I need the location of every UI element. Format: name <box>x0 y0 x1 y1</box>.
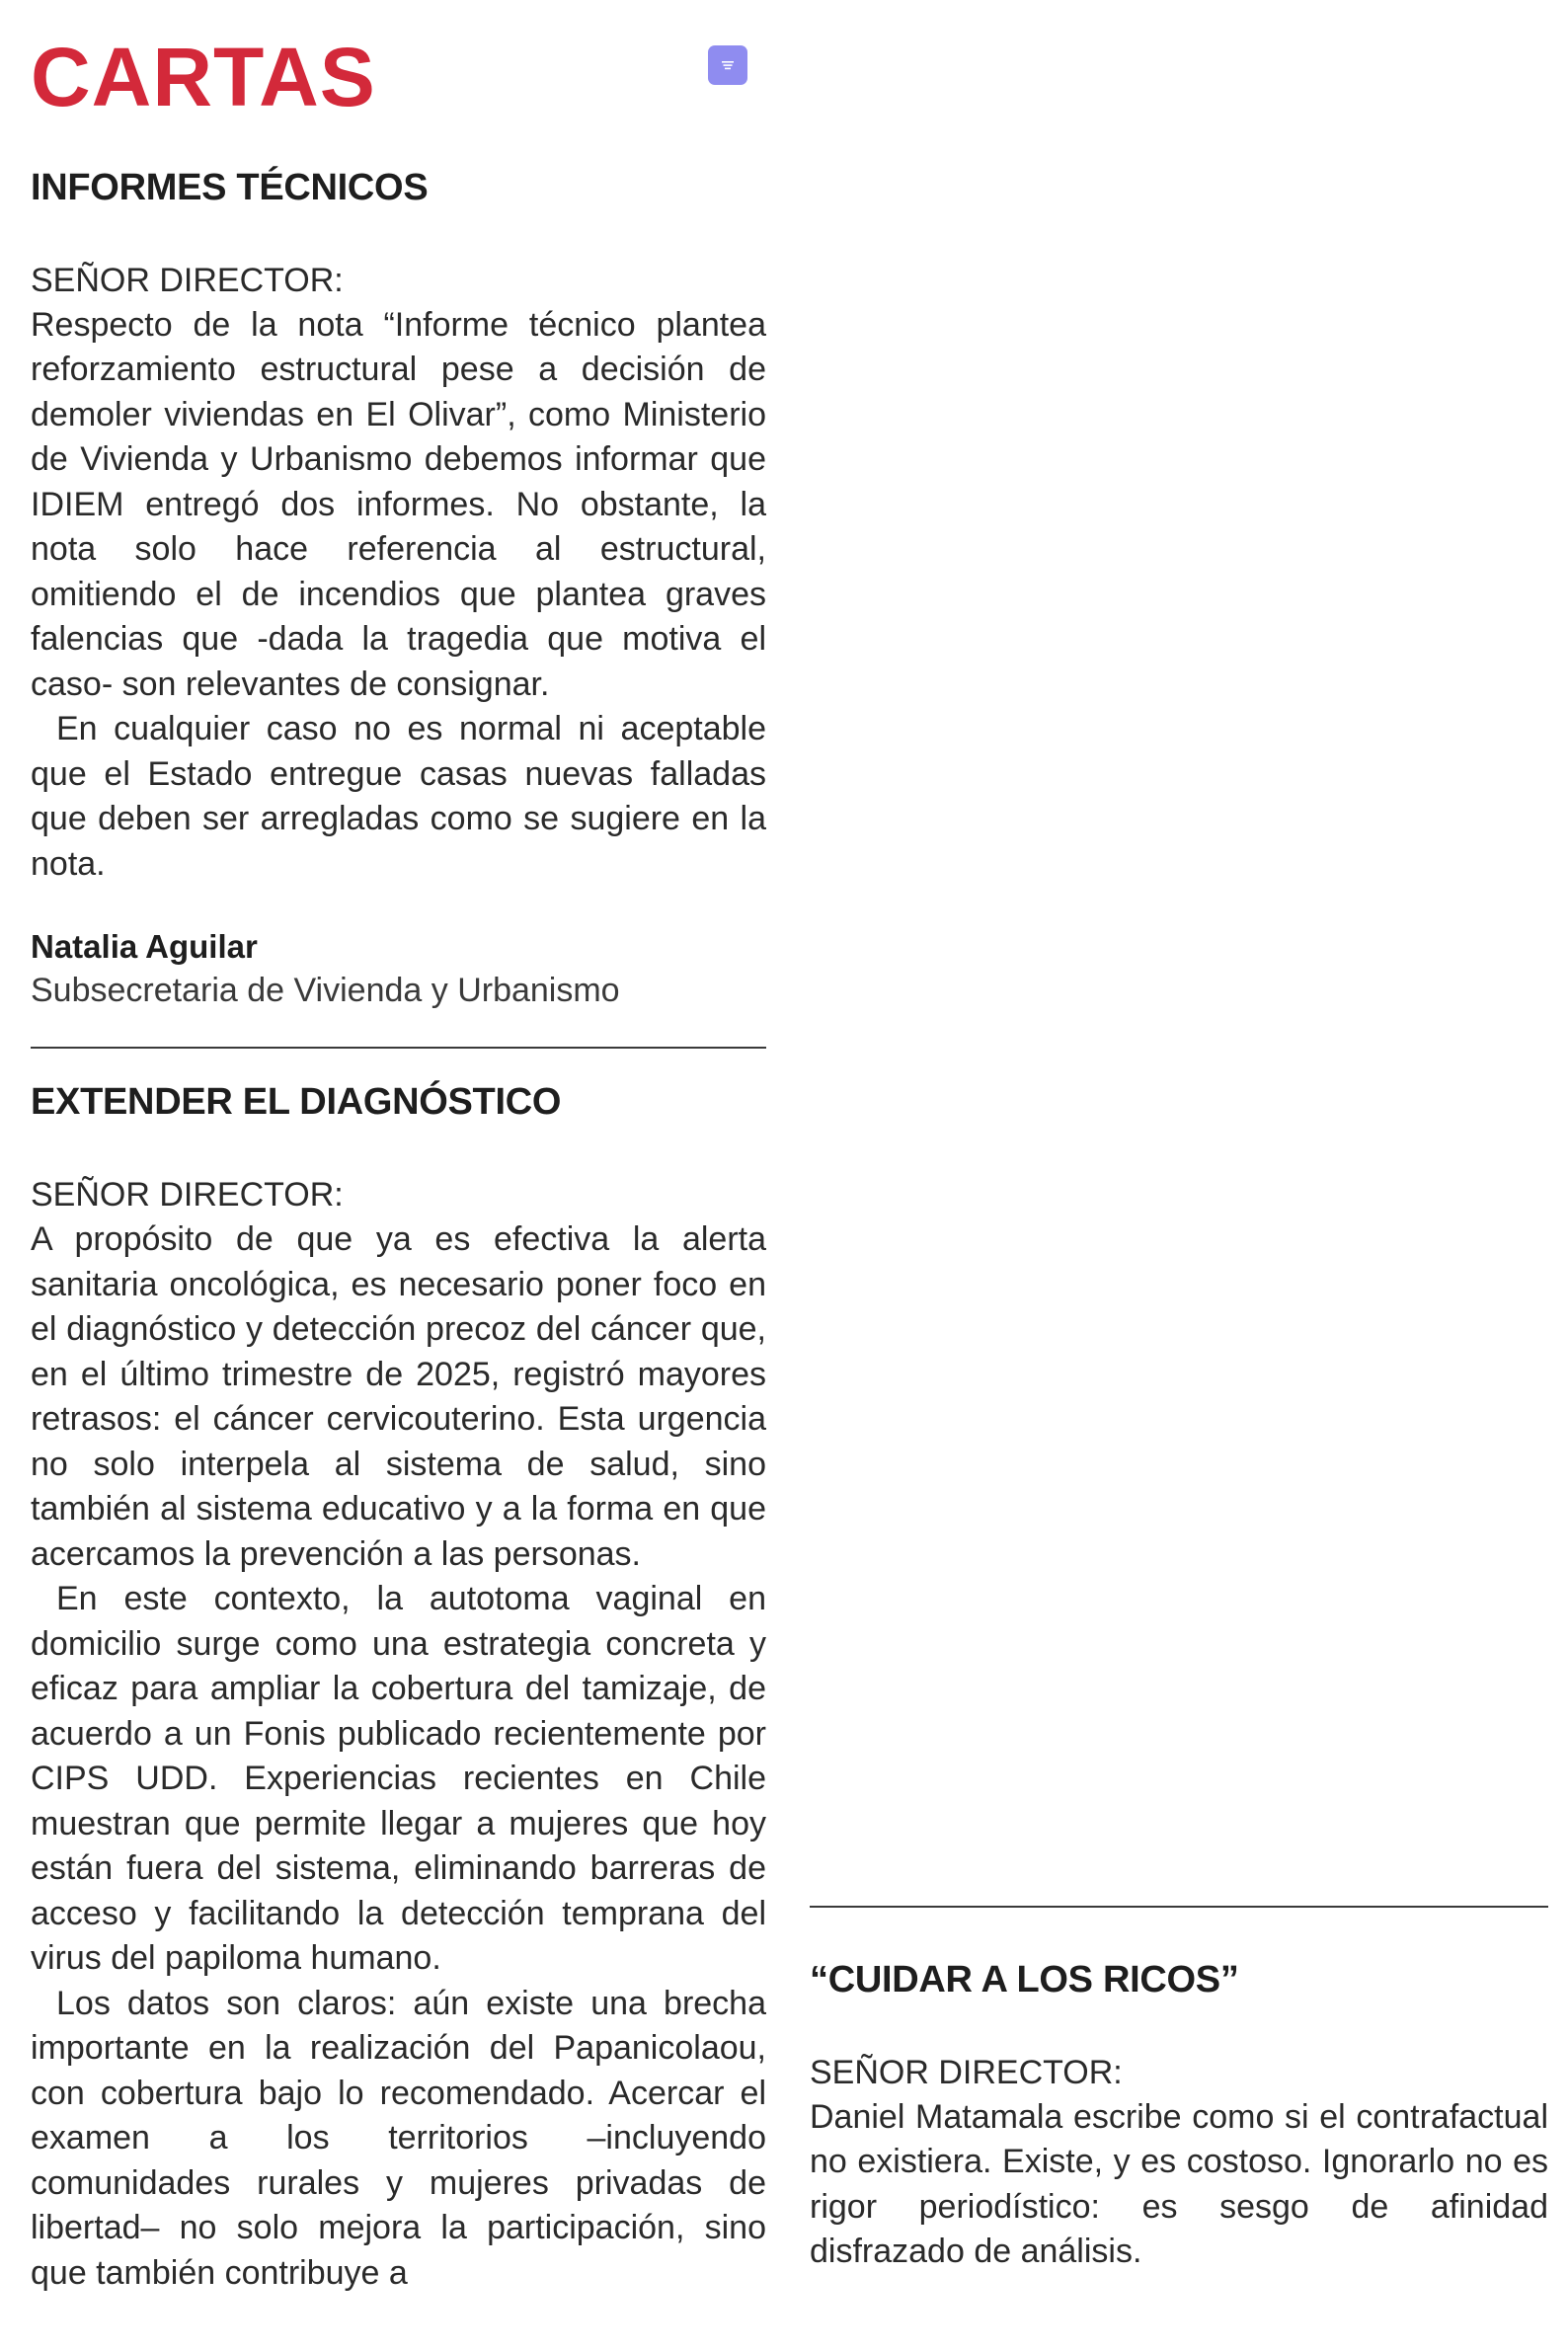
letter-paragraph: Respecto de la nota “Informe técnico plantea reforzamiento estructural pese a decisión de demoler viviendas en El Olivar”, como Ministerio de Vivienda y Urbanismo debemos informar que IDIEM entregó dos informes. No obstante, la nota solo hace referencia al estructural, omitiendo el de incendios que plantea graves falencias que -dada la tragedia que motiva el caso- son relevantes de consignar. <box>31 305 766 703</box>
right-column <box>810 1960 1548 2275</box>
section-divider <box>31 1047 766 1049</box>
letter-cuidar-a-los-ricos <box>810 1960 1548 2275</box>
page-title: CARTAS <box>31 31 376 123</box>
letter-extender-diagnostico <box>31 1082 766 2296</box>
letter-paragraph: En cualquier caso no es normal ni aceptable que el Estado entregue casas nuevas falladas que deben ser arregladas como se sugiere en la nota. <box>31 710 766 883</box>
letter-headline: “CUIDAR A LOS RICOS” <box>810 1959 1239 2000</box>
letter-paragraph: Daniel Matamala escribe como si el contrafactual no existiera. Existe, y es costoso. Ignorarlo no es rigor periodístico: es sesgo de afinidad disfrazado de análisis. <box>810 2097 1548 2271</box>
left-column <box>31 168 766 2296</box>
letter-salutation: SEÑOR DIRECTOR: <box>810 2053 1123 2091</box>
letter-paragraph: A propósito de que ya es efectiva la alerta sanitaria oncológica, es necesario poner foco en el diagnóstico y detección precoz del cáncer que, en el último trimestre de 2025, registró mayores retrasos: el cáncer cervicouterino. Esta urgencia no solo interpela al sistema de salud, sino también al sistema educativo y a la forma en que acercamos la prevención a las personas. <box>31 1220 766 1573</box>
letter-headline: INFORMES TÉCNICOS <box>31 167 429 208</box>
letter-paragraph: Los datos son claros: aún existe una brecha importante en la realización del Papanicolaou, con cobertura bajo lo recomendado. Acercar el examen a los territorios –incluyendo comunidades rurales y mujeres privadas de libertad– no solo mejora la participación, sino que también contribuye a <box>31 1984 766 2292</box>
signature-role: Subsecretaria de Vivienda y Urbanismo <box>31 972 620 1010</box>
menu-icon <box>720 58 736 72</box>
letter-salutation: SEÑOR DIRECTOR: <box>31 1176 344 1215</box>
letter-salutation: SEÑOR DIRECTOR: <box>31 261 344 299</box>
letter-paragraph: En este contexto, la autotoma vaginal en domicilio surge como una estrategia concreta y eficaz para ampliar la cobertura del tamizaje, de acuerdo a un Fonis publicado recientemente por CIPS UDD. Experiencias recientes en Chile muestran que permite llegar a mujeres que hoy están fuera del sistema, eliminando barreras de acceso y facilitando la detección temprana del virus del papiloma humano. <box>31 1580 766 1978</box>
letter-headline: EXTENDER EL DIAGNÓSTICO <box>31 1081 562 1124</box>
signature-name: Natalia Aguilar <box>31 928 258 966</box>
section-divider <box>810 1906 1548 1908</box>
menu-button[interactable] <box>708 45 747 85</box>
letter-informes-tecnicos <box>31 168 766 1013</box>
